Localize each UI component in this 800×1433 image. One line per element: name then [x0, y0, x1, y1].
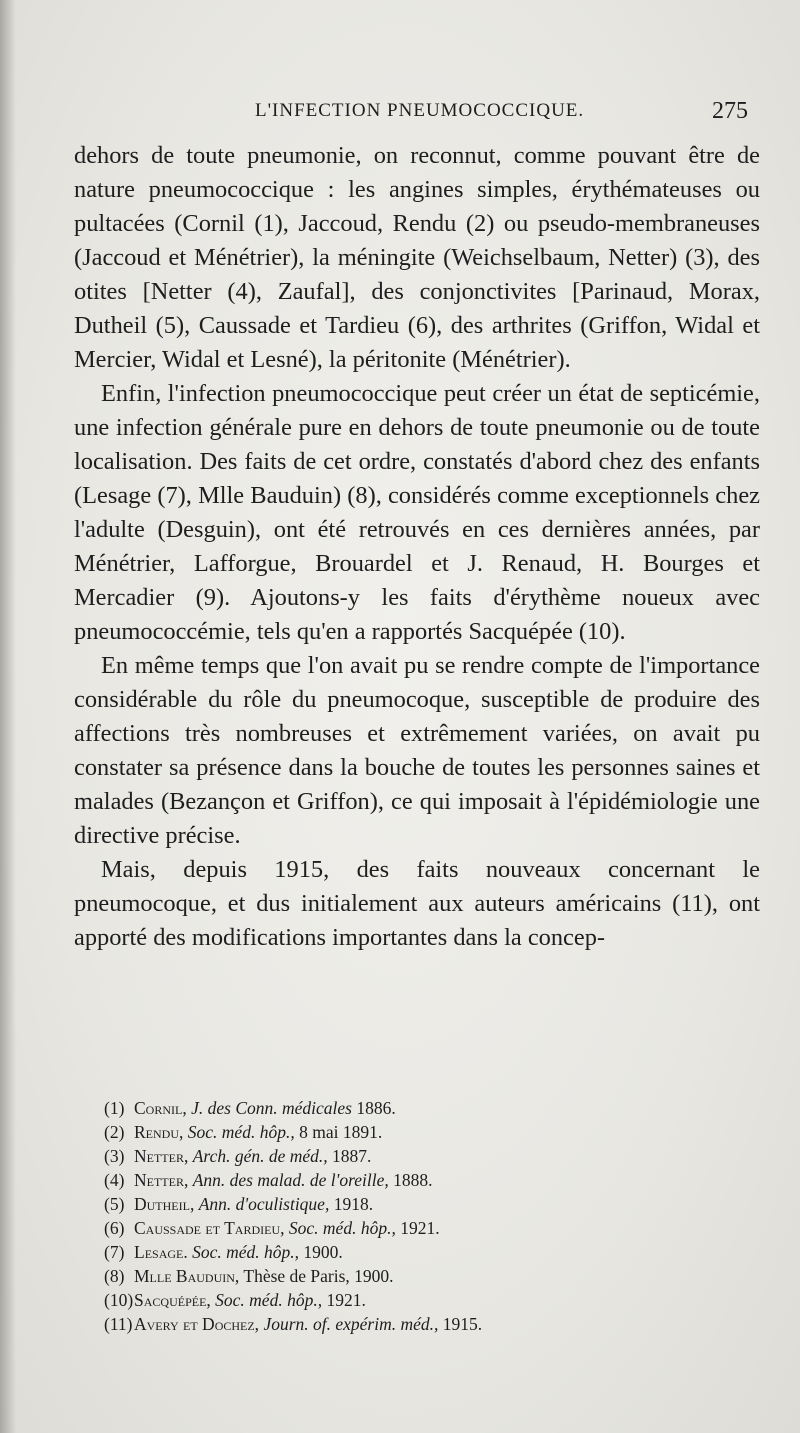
- footnote-number: (8): [104, 1266, 125, 1286]
- footnote-number: (1): [104, 1098, 125, 1118]
- footnote-author: Caussade et Tardieu,: [134, 1218, 285, 1238]
- footnote-11: [104, 1312, 664, 1336]
- footnote-detail: 1887.: [332, 1146, 372, 1166]
- footnote-author: Avery et Dochez,: [134, 1314, 260, 1334]
- page-number: 275: [712, 98, 748, 124]
- footnote-3: [104, 1144, 664, 1168]
- footnote-author: Lesage.: [134, 1242, 188, 1262]
- footnote-detail: Thèse de Paris, 1900.: [243, 1266, 394, 1286]
- footnote-source: Journ. of. expérim. méd.,: [263, 1314, 439, 1334]
- footnote-7: [104, 1240, 664, 1264]
- running-title: L'INFECTION PNEUMOCOCCIQUE.: [255, 100, 585, 121]
- footnote-author: Rendu,: [134, 1122, 184, 1142]
- footnote-source: Ann. d'oculistique,: [198, 1194, 330, 1214]
- footnote-detail: 1888.: [393, 1170, 433, 1190]
- footnote-author: Dutheil,: [134, 1194, 195, 1214]
- footnote-detail: 1886.: [356, 1098, 396, 1118]
- footnote-detail: 8 mai 1891.: [299, 1122, 383, 1142]
- footnote-author: Mlle Bauduin,: [134, 1266, 240, 1286]
- footnotes-list: [104, 1096, 664, 1336]
- footnote-number: (4): [104, 1170, 125, 1190]
- footnote-detail: 1900.: [303, 1242, 343, 1262]
- footnote-source: Soc. méd. hôp.,: [192, 1242, 300, 1262]
- footnote-number: (11): [104, 1314, 133, 1334]
- body-text: [74, 139, 760, 955]
- footnote-5: [104, 1192, 664, 1216]
- footnote-author: Cornil,: [134, 1098, 187, 1118]
- footnote-8: [104, 1264, 664, 1288]
- footnote-detail: 1921.: [400, 1218, 440, 1238]
- footnote-number: (3): [104, 1146, 125, 1166]
- footnote-source: Soc. méd. hôp.,: [288, 1218, 396, 1238]
- footnote-source: Soc. méd. hôp.,: [215, 1290, 323, 1310]
- footnote-source: Arch. gén. de méd.,: [192, 1146, 328, 1166]
- paragraph-3: En même temps que l'on avait pu se rendre compte de l'importance considérable du rôle du pneumocoque, susceptible de produire des affections très nombreuses et extrêmement variées, on avait pu constater sa présence dans la bouche de toutes les personnes saines et malades (Bezançon et Griffon), ce qui imposait à l'épidémiologie une directive précise.: [74, 652, 760, 849]
- footnote-source: J. des Conn. médicales: [191, 1098, 352, 1118]
- page-header: [0, 96, 800, 132]
- paragraph-2: Enfin, l'infection pneumococcique peut créer un état de septicémie, une infection générale pure en dehors de toute pneumonie ou de toute localisation. Des faits de cet ordre, constatés d'abord chez des enfants (Lesage (7), Mlle Bauduin) (8), considérés comme exceptionnels chez l'adulte (Desguin), ont été retrouvés en ces dernières années, par Ménétrier, Lafforgue, Brouardel et J. Renaud, H. Bourges et Mercadier (9). Ajoutons-y les faits d'érythème noueux avec pneumococcémie, tels qu'en a rapportés Sacquépée (10).: [74, 380, 760, 645]
- footnote-source: Ann. des malad. de l'oreille,: [192, 1170, 389, 1190]
- footnote-author: Netter,: [134, 1170, 189, 1190]
- paragraph-4: Mais, depuis 1915, des faits nouveaux concernant le pneumocoque, et dus initialement aux auteurs américains (11), ont apporté des modifications importantes dans la concep-: [74, 856, 760, 951]
- footnote-detail: 1915.: [442, 1314, 483, 1334]
- paragraph-1: dehors de toute pneumonie, on reconnut, comme pouvant être de nature pneumococcique : les angines simples, érythémateuses ou pultacées (Cornil (1), Jaccoud, Rendu (2) ou pseudo-membraneuses (Jaccoud et Ménétrier), la méningite (Weichselbaum, Netter) (3), des otites [Netter (4), Zaufal], des conjonctivites [Parinaud, Morax, Dutheil (5), Caussade et Tardieu (6), des arthrites (Griffon, Widal et Mercier, Widal et Lesné), la péritonite (Ménétrier).: [74, 142, 760, 373]
- footnote-6: [104, 1216, 664, 1240]
- page-gutter-shadow: [0, 0, 16, 1433]
- footnote-author: Netter,: [134, 1146, 189, 1166]
- footnote-source: Soc. méd. hôp.,: [187, 1122, 295, 1142]
- footnote-author: Sacquépée,: [134, 1290, 211, 1310]
- footnote-number: (5): [104, 1194, 125, 1214]
- footnote-number: (7): [104, 1242, 125, 1262]
- footnote-1: [104, 1096, 664, 1120]
- footnote-detail: 1921.: [326, 1290, 366, 1310]
- footnote-number: (10): [104, 1290, 134, 1310]
- footnote-2: [104, 1120, 664, 1144]
- footnote-number: (6): [104, 1218, 125, 1238]
- footnote-10: [104, 1288, 664, 1312]
- footnote-number: (2): [104, 1122, 125, 1142]
- footnote-4: [104, 1168, 664, 1192]
- footnote-detail: 1918.: [333, 1194, 374, 1214]
